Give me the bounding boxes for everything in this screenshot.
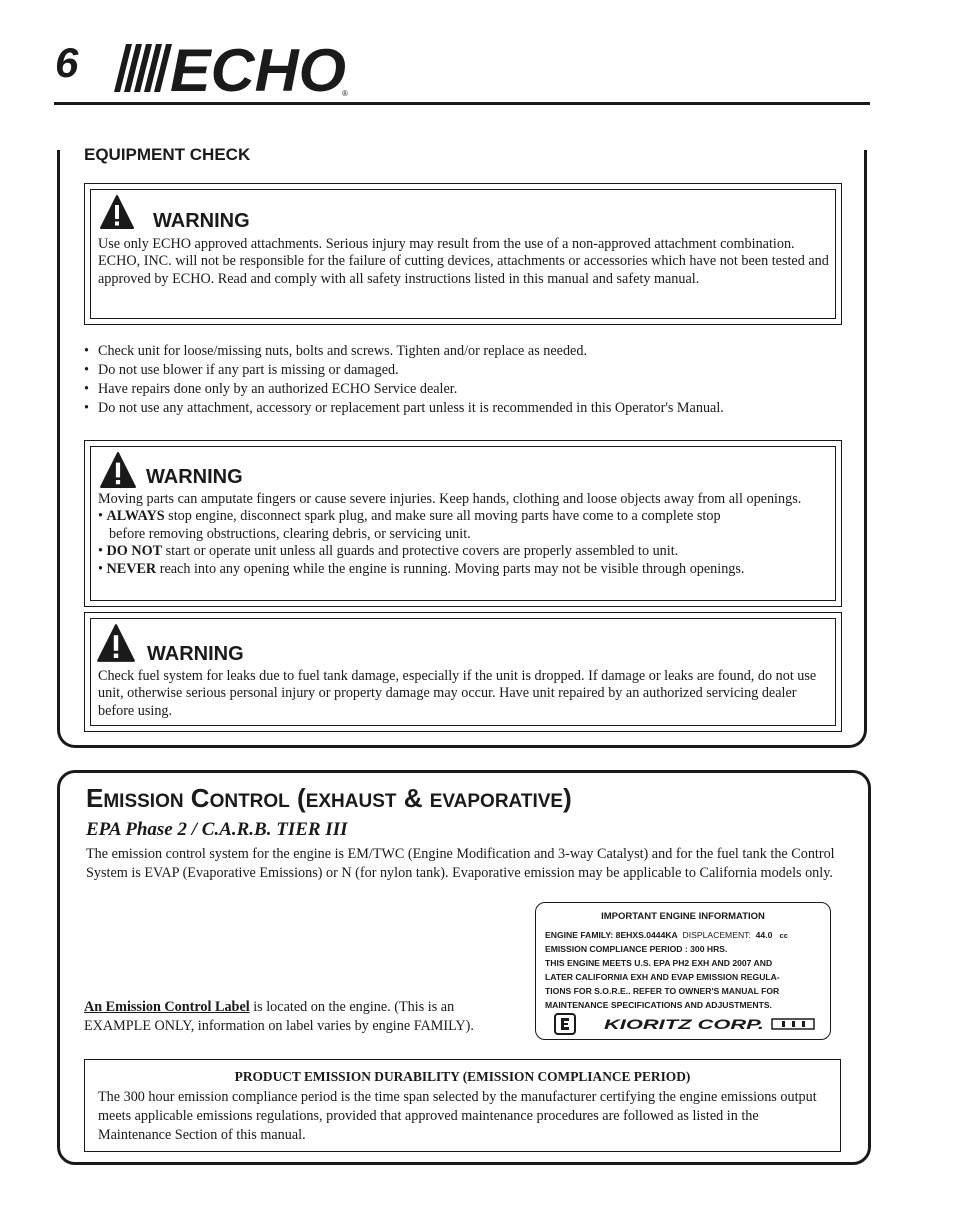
warning-heading: WARNING [153, 210, 250, 232]
kioritz-logo [554, 1013, 816, 1035]
list-item: • Check unit for loose/missing nuts, bolts and screws. Tighten and/or replace as needed. [84, 342, 874, 361]
emission-subtitle: EPA Phase 2 / C.A.R.B. TIER III [86, 819, 348, 840]
equipment-check-list [84, 342, 874, 418]
header-rule [54, 102, 870, 105]
warning-box-moving-parts [84, 440, 842, 607]
warning-text: Check fuel system for leaks due to fuel tank damage, especially if the unit is dropped. If damage or leaks are found, do not use unit, otherwise serious personal injury or property damage may occur. Have unit repaired by an authorized servicing dealer before using. [98, 668, 817, 719]
list-item: • Have repairs done only by an authorized ECHO Service dealer. [84, 380, 874, 399]
warning-heading: WARNING [147, 643, 244, 665]
engine-label-line: LATER CALIFORNIA EXH AND EVAP EMISSION REGULA- [545, 972, 780, 982]
warning-box-fuel-leaks [84, 612, 842, 732]
emission-paragraph: The emission control system for the engine is EM/TWC (Engine Modification and 3-way Catalyst) and for the fuel tank the Control System is EVAP (Evaporative Emissions) or N (for nylon tank). Evaporative emission may be applicable to California models only. [86, 846, 835, 882]
list-item: • Do not use any attachment, accessory or replacement part unless it is recommended in this Operator's Manual. [84, 399, 874, 418]
engine-period-line: EMISSION COMPLIANCE PERIOD : 300 HRS. [545, 944, 728, 954]
engine-label-line: THIS ENGINE MEETS U.S. EPA PH2 EXH AND 2007 AND [545, 958, 773, 968]
warning-text: Moving parts can amputate fingers or cause severe injuries. Keep hands, clothing and loose objects away from all openings. • ALWAYS stop engine, disconnect spark plug, and make sure all moving parts have come to a complete stop before removing obstructions, clearing debris, or servicing unit. • DO NOT start or operate unit unless all guards and protective covers are properly assembled to unit. • NEVER reach into any opening while the engine is running. Moving parts may not be visible through openings. [98, 491, 802, 577]
svg-text:®: ® [342, 89, 348, 98]
page-number: 6 [55, 39, 79, 86]
warning-box-attachments [84, 183, 842, 325]
logo-text: ECHO [170, 40, 346, 98]
emission-control-title: EMISSION CONTROL (EXHAUST & EVAPORATIVE) [86, 783, 572, 813]
echo-logo [112, 40, 354, 98]
engine-label-title: IMPORTANT ENGINE INFORMATION [601, 911, 765, 922]
warning-triangle-icon [95, 623, 137, 663]
durability-title: PRODUCT EMISSION DURABILITY (EMISSION COMPLIANCE PERIOD) [234, 1069, 691, 1084]
warning-text: Use only ECHO approved attachments. Serious injury may result from the use of a non-approved attachment combination. ECHO, INC. will not be responsible for the failure of cutting devices, attachments or accessories which have not been tested and approved by ECHO. Read and comply with all safety instructions listed in this manual and safety manual. [98, 236, 829, 287]
svg-text:KIORITZ CORP.: KIORITZ CORP. [604, 1016, 764, 1032]
emission-label-note: An Emission Control Label is located on the engine. (This is an EXAMPLE ONLY, information on label varies by engine FAMILY). [84, 999, 474, 1034]
equipment-check-title: EQUIPMENT CHECK [84, 145, 256, 165]
engine-label-line: MAINTENANCE SPECIFICATIONS AND ADJUSTMENTS. [545, 1000, 772, 1010]
warning-triangle-icon [99, 194, 135, 230]
durability-text: The 300 hour emission compliance period is the time span selected by the manufacturer certifying the engine emissions output meets applicable emissions regulations, provided that approved maintenance procedures are followed as listed in the Maintenance Section of this manual. [98, 1089, 817, 1143]
warning-heading: WARNING [146, 466, 243, 488]
engine-info-label [535, 902, 831, 1040]
engine-label-line: TIONS FOR S.O.R.E.. REFER TO OWNER'S MANUAL FOR [545, 986, 780, 996]
list-item: • Do not use blower if any part is missing or damaged. [84, 361, 874, 380]
engine-family-line: ENGINE FAMILY: 8EHXS.0444KA DISPLACEMENT: 44.0 cc [545, 930, 788, 940]
warning-triangle-icon [97, 451, 139, 489]
